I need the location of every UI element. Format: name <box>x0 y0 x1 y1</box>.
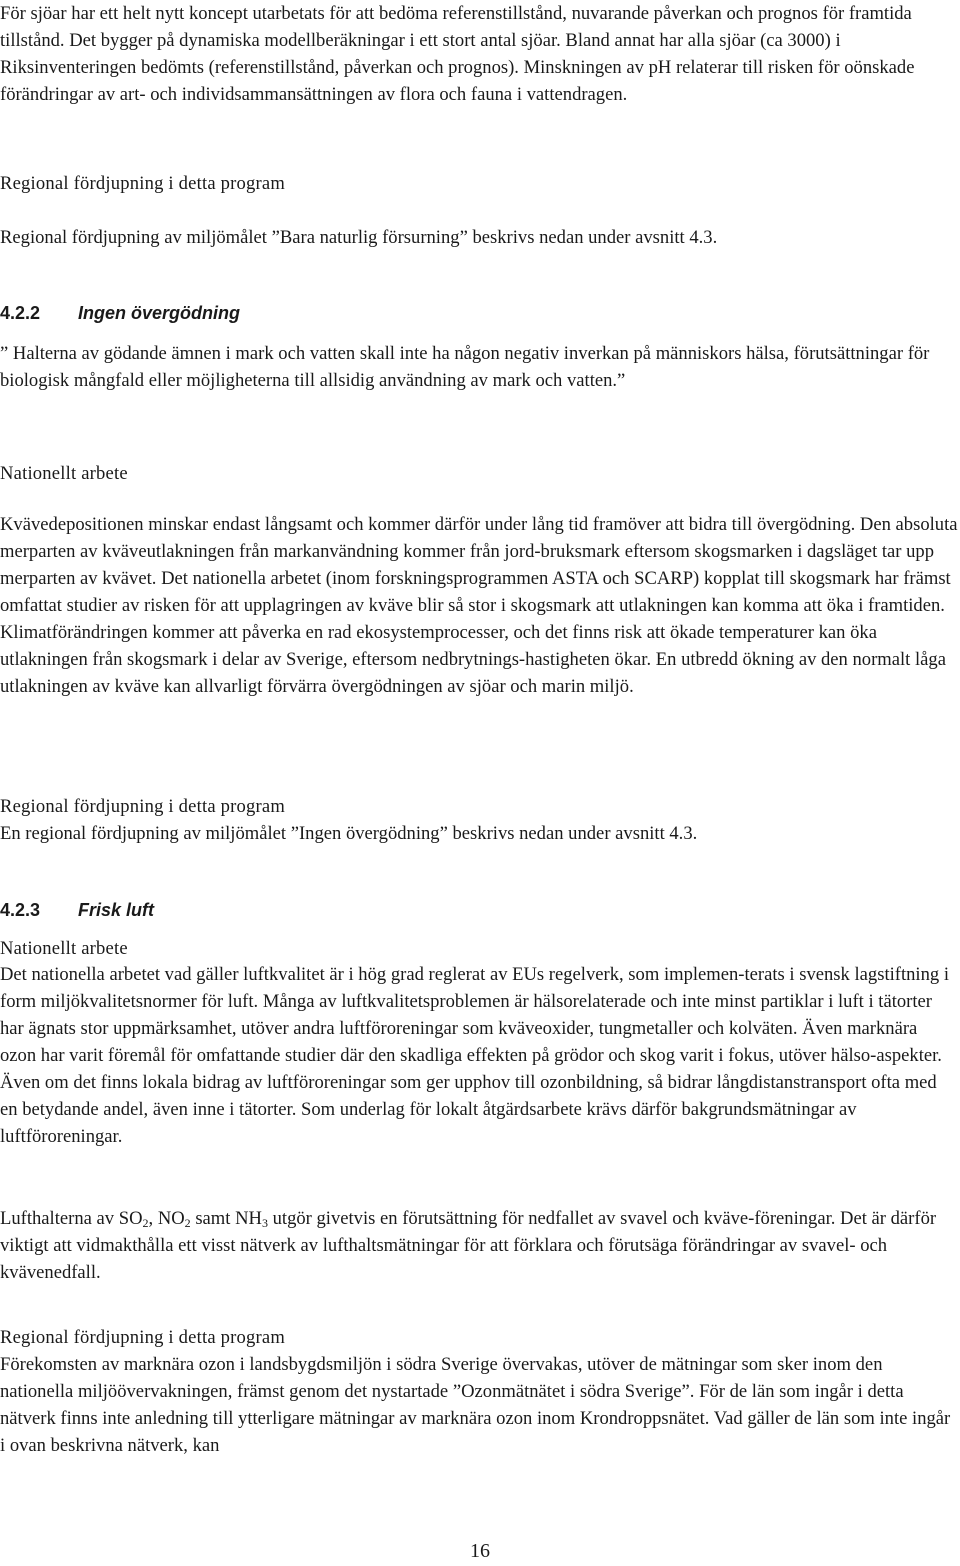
national-text-1: Kvävedepositionen minskar endast långsamt och kommer därför under lång tid framöver att bidra till övergödning. Den absoluta merparten av kväveutlakningen från markanvändning kommer från jord-bruksmark eftersom skogsmarken i dagsläget tar upp merparten av kvävet. Det nationella arbetet (inom forskningsprogrammen ASTA och SCARP) kopplat till skogsmark har främst omfattat studier av risken för att upplagringen av kväve blir så stor i skogsmark att utlakningen kan komma att öka i framtiden. Klimatförändringen kommer att påverka en rad ekosystemprocesser, och det finns risk att ökade temperaturer kan öka utlakningen från skogsmark i delar av Sverige, eftersom nedbrytnings-hastigheten ökar. En utbredd ökning av den normalt låga utlakningen av kväve kan allvarligt förvärra övergödningen av sjöar och marin miljö. <box>0 514 958 697</box>
regional-heading-3: Regional fördjupning i detta program <box>0 1327 286 1348</box>
air-text-d: utgör givetvis en förutsättning för nedfallet av svavel och kväve-föreningar. Det är därför viktigt att vidmakthålla ett visst nätverk av lufthaltsmätningar för att förklara och förutsäga förändringar av svavel- och kvävenedfall. <box>0 1208 937 1283</box>
air-text-c: samt NH <box>190 1208 262 1229</box>
regional-text-2: En regional fördjupning av miljömålet ”Ingen övergödning” beskrivs nedan under avsnitt 4.3. <box>0 823 698 844</box>
nh3-subscript: 3 <box>261 1216 268 1230</box>
air-concentration-paragraph <box>0 1205 958 1286</box>
goal-quote: ” Halterna av gödande ämnen i mark och vatten skall inte ha någon negativ inverkan på människors hälsa, förutsättningar för biologisk mångfald eller möjligheterna till allsidig användning av mark och vatten.” <box>0 343 930 391</box>
national-text-2: Det nationella arbetet vad gäller luftkvalitet är i hög grad reglerat av EUs regelverk, som implemen-terats i svensk lagstiftning i form miljökvalitetsnormer för luft. Många av luftkvalitetsproblemen är hälsorelaterade och inte minst partiklar i luft i tätorter har ägnats stor uppmärksamhet, utöver andra luftföroreningar som kväveoxider, tungmetaller och kolväten. Även marknära ozon har varit föremål för omfattande studier där den skadliga effekten på grödor och skog varit i fokus, utöver hälso-aspekter. Även om det finns lokala bidrag av luftföroreningar som ger upphov till ozonbildning, så bidrar långdistanstransport ofta med en betydande andel, även inne i tätorter. Som underlag för lokalt åtgärdsarbete krävs därför bakgrundsmätningar av luftföroreningar. <box>0 964 949 1147</box>
intro-paragraph: För sjöar har ett helt nytt koncept utarbetats för att bedöma referenstillstånd, nuvarande påverkan och prognos för framtida tillstånd. Det bygger på dynamiska modellberäkningar i ett stort antal sjöar. Bland annat har alla sjöar (ca 3000) i Riksinventeringen bedömts (referenstillstånd, påverkan och prognos). Minskningen av pH relaterar till risken för oönskade förändringar av art- och individsammansättningen av flora och fauna i vattendragen. <box>0 3 915 105</box>
section-number: 4.2.3 <box>0 900 41 920</box>
air-text-b: , NO <box>148 1208 185 1229</box>
regional-text-1: Regional fördjupning av miljömålet ”Bara naturlig försurning” beskrivs nedan under avsnitt 4.3. <box>0 227 718 248</box>
regional-text-3: Förekomsten av marknära ozon i landsbygdsmiljön i södra Sverige övervakas, utöver de mätningar som sker inom den nationella miljöövervakningen, främst genom det nystartade ”Ozonmätnätet i södra Sverige”. För de län som ingår i detta nätverk finns inte anledning till ytterligare mätningar av marknära ozon inom Krondroppsnätet. Vad gäller de län som inte ingår i ovan beskrivna nätverk, kan <box>0 1354 951 1456</box>
air-text-a: Lufthalterna av SO <box>0 1208 143 1229</box>
national-heading-2: Nationellt arbete <box>0 938 128 959</box>
so2-subscript: 2 <box>142 1216 149 1230</box>
national-heading-1: Nationellt arbete <box>0 463 128 484</box>
section-heading-4-2-3 <box>0 898 154 922</box>
page-number: 16 <box>470 1540 490 1562</box>
regional-heading-2: Regional fördjupning i detta program <box>0 796 286 817</box>
section-title: Frisk luft <box>78 900 155 920</box>
section-title: Ingen övergödning <box>78 303 240 323</box>
section-heading-4-2-2 <box>0 301 240 325</box>
regional-heading-1: Regional fördjupning i detta program <box>0 173 286 194</box>
no2-subscript: 2 <box>184 1216 191 1230</box>
section-number: 4.2.2 <box>0 303 41 323</box>
